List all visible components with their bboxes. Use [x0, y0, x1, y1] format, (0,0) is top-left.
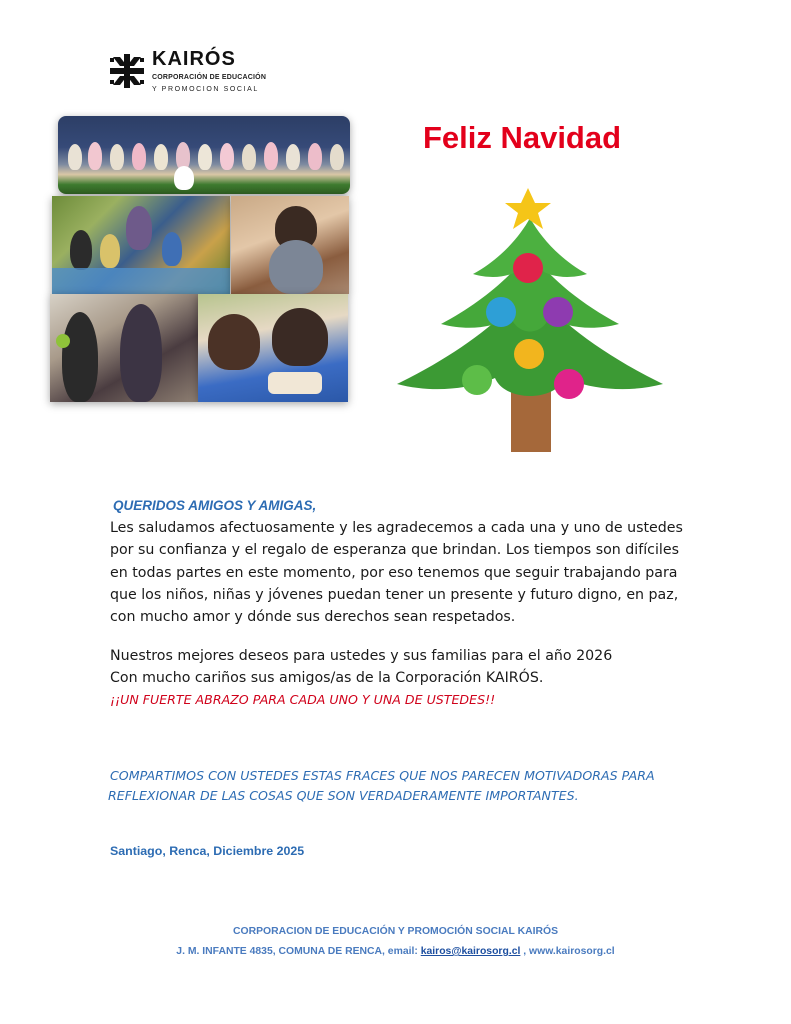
- footer-line-1: CORPORACION DE EDUCACIÓN Y PROMOCIÓN SOCIAL KAIRÓS: [232, 926, 559, 937]
- kairos-emblem-icon: [108, 52, 146, 90]
- footer: [0, 922, 791, 962]
- share-line-1: COMPARTIMOS CON USTEDES ESTAS FRACES QUE NOS PARECEN MOTIVADORAS PARA: [110, 768, 655, 783]
- logo-name: KAIRÓS: [152, 48, 236, 70]
- share-line-2: REFLEXIONAR DE LAS COSAS QUE SON VERDADERAMENTE IMPORTANTES.: [108, 788, 579, 803]
- wish-line-2: Con mucho cariños sus amigos/as de la Corporación KAIRÓS.: [110, 670, 544, 686]
- email-link[interactable]: kairos@kairosorg.cl: [420, 946, 521, 957]
- logo-subtitle-2: Y PROMOCION SOCIAL: [152, 86, 259, 93]
- footer-website: , www.kairosorg.cl: [520, 946, 615, 957]
- christmas-tree-icon: [395, 188, 665, 454]
- photo-children-table: [52, 196, 230, 294]
- kairos-logo: [108, 48, 278, 98]
- share-text: [110, 766, 710, 806]
- photo-boy-and-woman: [50, 294, 198, 402]
- wish-line-1: Nuestros mejores deseos para ustedes y sus familias para el año 2026: [110, 648, 613, 664]
- place-date: Santiago, Renca, Diciembre 2025: [110, 844, 305, 858]
- photo-children-magnifier: [198, 294, 348, 402]
- footer-address: J. M. INFANTE 4835, COMUNA DE RENCA, email:: [176, 946, 421, 957]
- page-title: Feliz Navidad: [422, 120, 622, 155]
- hug-line: ¡¡UN FUERTE ABRAZO PARA CADA UNO Y UNA DE USTEDES!!: [110, 692, 496, 707]
- logo-subtitle-1: CORPORACIÓN DE EDUCACIÓN: [152, 74, 267, 81]
- letter-greeting: QUERIDOS AMIGOS Y AMIGAS,: [113, 498, 317, 513]
- letter-body-paragraph: Les saludamos afectuosamente y les agradecemos a cada una y uno de ustedes por su confianza y el regalo de esperanza que brindan. Los tiempos son difíciles en todas partes en este momento, por eso tenemos que seguir trabajando para que los niños, niñas y jóvenes puedan tener un presente y futuro digno, en paz, con mucho amor y dónde sus derechos sean respetados.: [110, 520, 683, 626]
- photo-toddler: [231, 196, 349, 294]
- photo-group-stage: [58, 116, 350, 194]
- footer-line-2: [0, 942, 791, 962]
